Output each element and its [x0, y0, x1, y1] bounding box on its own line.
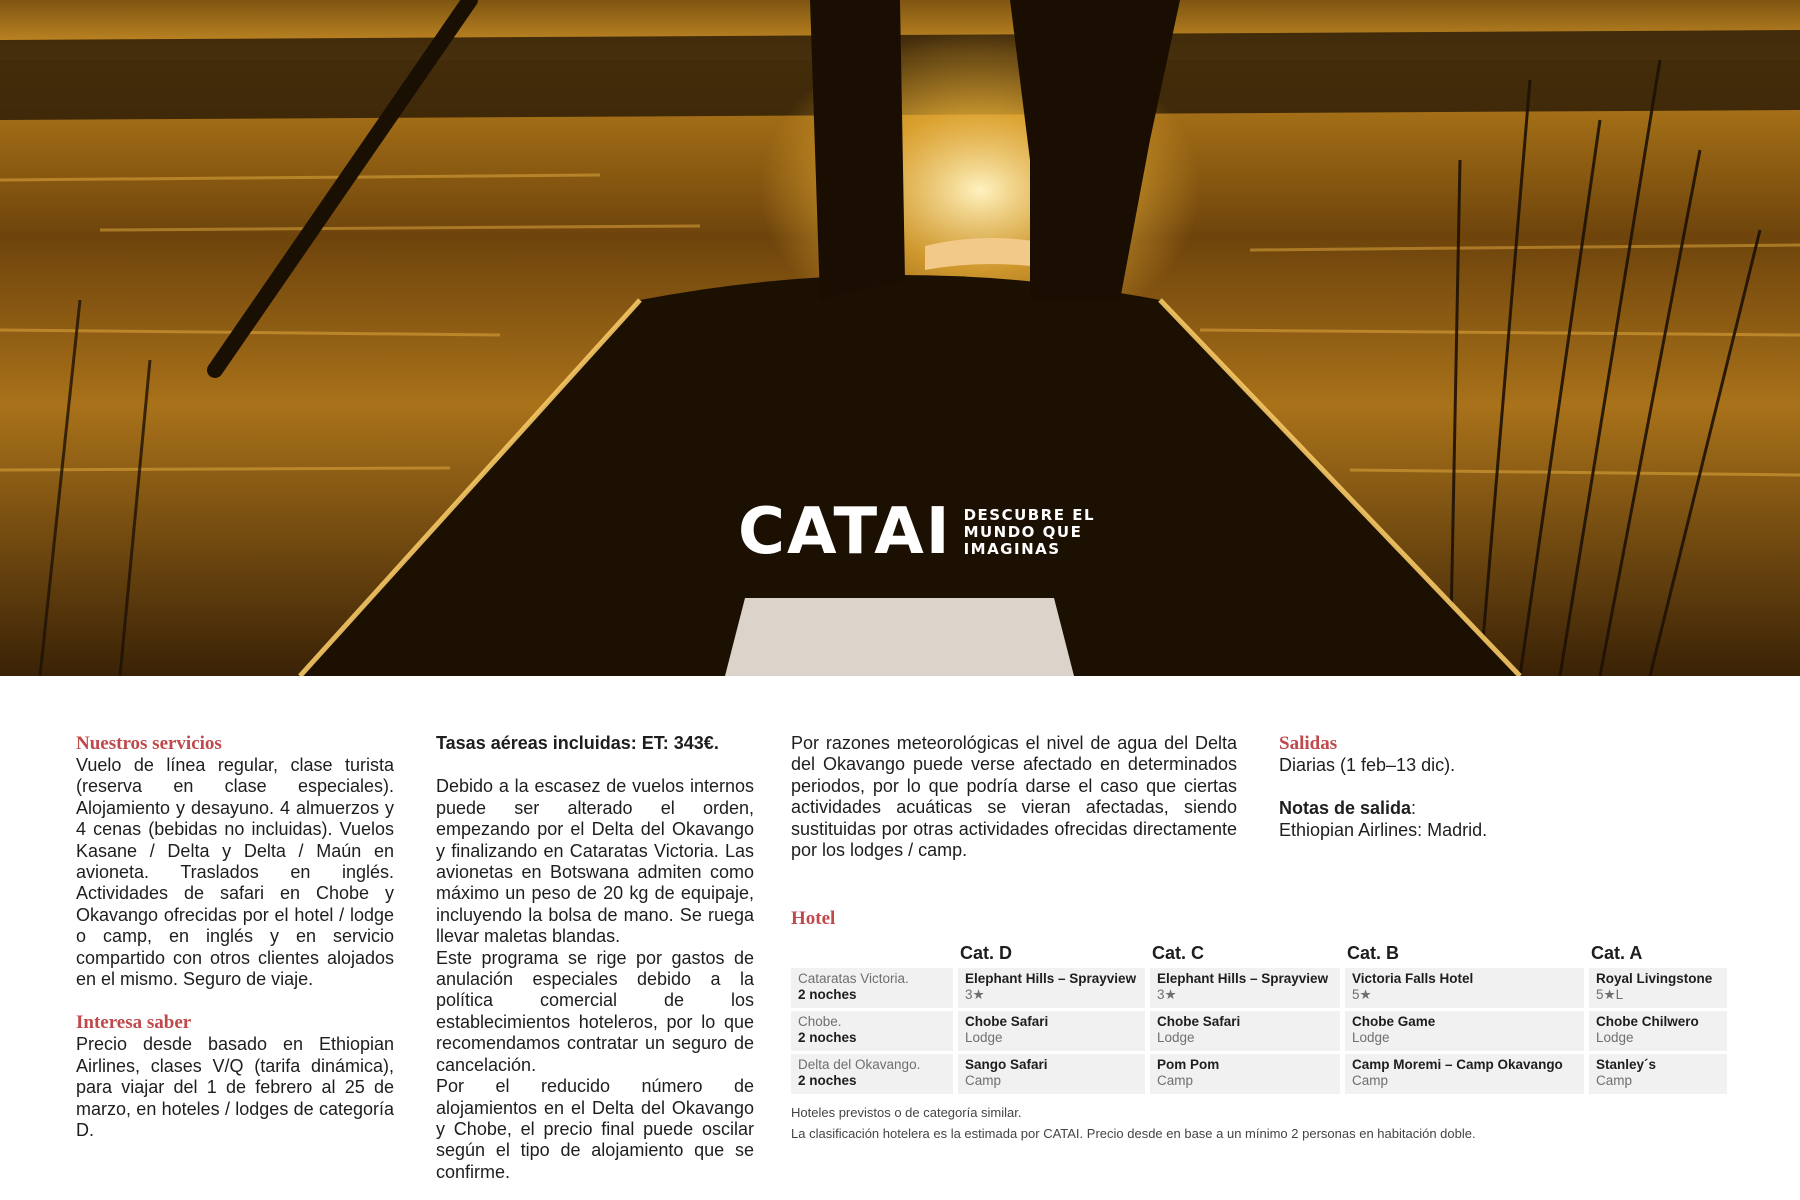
hotel-cell	[1589, 1054, 1727, 1094]
hotel-table	[791, 941, 1727, 1094]
hotel-name: Sango Safari	[965, 1057, 1048, 1072]
section-title-servicios: Nuestros servicios	[76, 733, 222, 754]
hotel-category: 5★	[1352, 987, 1372, 1002]
place-cell	[791, 1011, 953, 1051]
place-cell	[791, 1054, 953, 1094]
section-title-hotel: Hotel	[791, 908, 836, 929]
hotel-category: 5★L	[1596, 987, 1624, 1002]
column-servicios	[76, 733, 394, 1142]
hotel-category: 3★	[965, 987, 985, 1002]
section-title-salidas: Salidas	[1279, 733, 1338, 754]
salidas-text: Diarias (1 feb–13 dic).	[1279, 755, 1456, 775]
tasas-line: Tasas aéreas incluidas: ET: 343€.	[436, 733, 719, 753]
place-cell	[791, 968, 953, 1008]
hotel-name: Chobe Game	[1352, 1014, 1436, 1029]
hotel-category: Camp	[965, 1073, 1002, 1088]
hotel-cell	[1150, 1054, 1340, 1094]
place-name: Delta del Okavango.	[798, 1057, 921, 1072]
hotel-category: Camp	[1352, 1073, 1389, 1088]
table-row	[791, 1008, 1727, 1051]
hotel-category: Lodge	[1596, 1030, 1634, 1045]
logo-tagline	[964, 507, 1095, 558]
hotel-name: Chobe Safari	[1157, 1014, 1241, 1029]
hotel-category: Camp	[1157, 1073, 1194, 1088]
hotel-cell	[1345, 1054, 1584, 1094]
tagline-line: IMAGINAS	[963, 539, 1061, 558]
place-name: Cataratas Victoria.	[798, 971, 909, 986]
paragraph-anulacion: Este programa se rige por gastos de anulación especiales debido a la política comercial de los establecimientos hoteleros, por lo que recomendamos contratar un seguro de cancelación.	[436, 947, 754, 1075]
header-cat-d: Cat. D	[960, 943, 1013, 963]
nights-count: 2 noches	[798, 1030, 857, 1045]
notas-colon: :	[1411, 798, 1417, 819]
header-empty	[791, 941, 953, 965]
column-meteorologia	[791, 733, 1237, 861]
hotel-name: Pom Pom	[1157, 1057, 1220, 1072]
hotel-cell	[958, 1054, 1145, 1094]
hotel-name: Victoria Falls Hotel	[1352, 971, 1474, 986]
logo-wordmark: CATAI	[738, 495, 952, 569]
paragraph-vuelos: Debido a la escasez de vuelos internos puede ser alterado el orden, empezando por el Delta del Okavango y finalizando en Cataratas Victoria. Las avionetas en Botswana admiten como máximo un peso de 20 kg de equipaje, incluyendo la bolsa de mano. Se ruega llevar maletas blandas.	[436, 776, 754, 947]
nights-count: 2 noches	[798, 987, 857, 1002]
hotel-cell	[1589, 1011, 1727, 1051]
table-row	[791, 965, 1727, 1008]
column-tasas	[436, 733, 754, 1183]
servicios-text: Vuelo de línea regular, clase turista (reserva en clase especiales). Alojamiento y desayuno. 4 almuerzos y 4 cenas (bebidas no incluidas). Vuelos Kasane / Delta y Delta / Maún en avioneta. Traslados en inglés. Actividades de safari en Chobe y Okavango ofrecidas por el hotel / lodge o camp, en inglés y en servicio compartido con otros clientes alojados en el mismo. Seguro de viaje.	[76, 755, 394, 990]
hotel-category: Lodge	[1157, 1030, 1195, 1045]
hotel-cell	[1345, 968, 1584, 1008]
interesa-text: Precio desde basado en Ethiopian Airlines, clases V/Q (tarifa dinámica), para viajar del 1 de febrero al 25 de marzo, en hoteles / lodges de categoría D.	[76, 1034, 394, 1141]
hotel-name: Elephant Hills – Sprayview	[965, 971, 1137, 986]
hotel-name: Camp Moremi – Camp Okavango	[1352, 1057, 1563, 1072]
hotel-category: Lodge	[1352, 1030, 1390, 1045]
notas-heading	[1279, 798, 1619, 819]
hotel-table-header	[791, 941, 1727, 965]
column-salidas	[1279, 733, 1619, 841]
paragraph-alojamiento: Por el reducido número de alojamientos en el Delta del Okavango y Chobe, el precio final puede oscilar según el tipo de alojamiento que se confirme.	[436, 1076, 754, 1182]
hotel-cell	[1150, 968, 1340, 1008]
paragraph-meteorologia: Por razones meteorológicas el nivel de agua del Delta del Okavango puede verse afectado en determinados periodos, por lo que podría darse el caso que ciertas actividades acuáticas se vieran afectadas, siendo sustituidas por otras actividades ofrecidas directamente por los lodges / camp.	[791, 733, 1237, 861]
hotel-cell	[1345, 1011, 1584, 1051]
place-name: Chobe.	[798, 1014, 842, 1029]
section-title-interesa: Interesa saber	[76, 1012, 192, 1034]
hotel-cell	[958, 1011, 1145, 1051]
hotel-name: Stanley´s	[1596, 1057, 1657, 1072]
hotel-name: Royal Livingstone	[1596, 971, 1713, 986]
table-row	[791, 1051, 1727, 1094]
hotel-name: Chobe Chilwero	[1596, 1014, 1699, 1029]
hotel-name: Chobe Safari	[965, 1014, 1049, 1029]
notas-title: Notas de salida	[1279, 798, 1412, 819]
tagline-line: MUNDO QUE	[963, 522, 1083, 541]
hotel-name: Elephant Hills – Sprayview	[1157, 971, 1329, 986]
notas-text: Ethiopian Airlines: Madrid.	[1279, 819, 1488, 840]
hotel-cell	[1150, 1011, 1340, 1051]
hotel-cell	[958, 968, 1145, 1008]
hotel-cell	[1589, 968, 1727, 1008]
hotel-category: 3★	[1157, 987, 1177, 1002]
hotel-footnote: Hoteles previstos o de categoría similar.	[791, 1105, 1022, 1120]
header-cat-c: Cat. C	[1152, 943, 1205, 963]
tagline-line: DESCUBRE EL	[963, 505, 1096, 524]
hotel-footnote: La clasificación hotelera es la estimada por CATAI. Precio desde en base a un mínimo 2 personas en habitación doble.	[791, 1126, 1476, 1141]
nights-count: 2 noches	[798, 1073, 857, 1088]
header-cat-b: Cat. B	[1347, 943, 1400, 963]
header-cat-a: Cat. A	[1591, 943, 1643, 963]
hotel-category: Camp	[1596, 1073, 1633, 1088]
catai-logo	[738, 495, 1096, 569]
hotel-category: Lodge	[965, 1030, 1003, 1045]
